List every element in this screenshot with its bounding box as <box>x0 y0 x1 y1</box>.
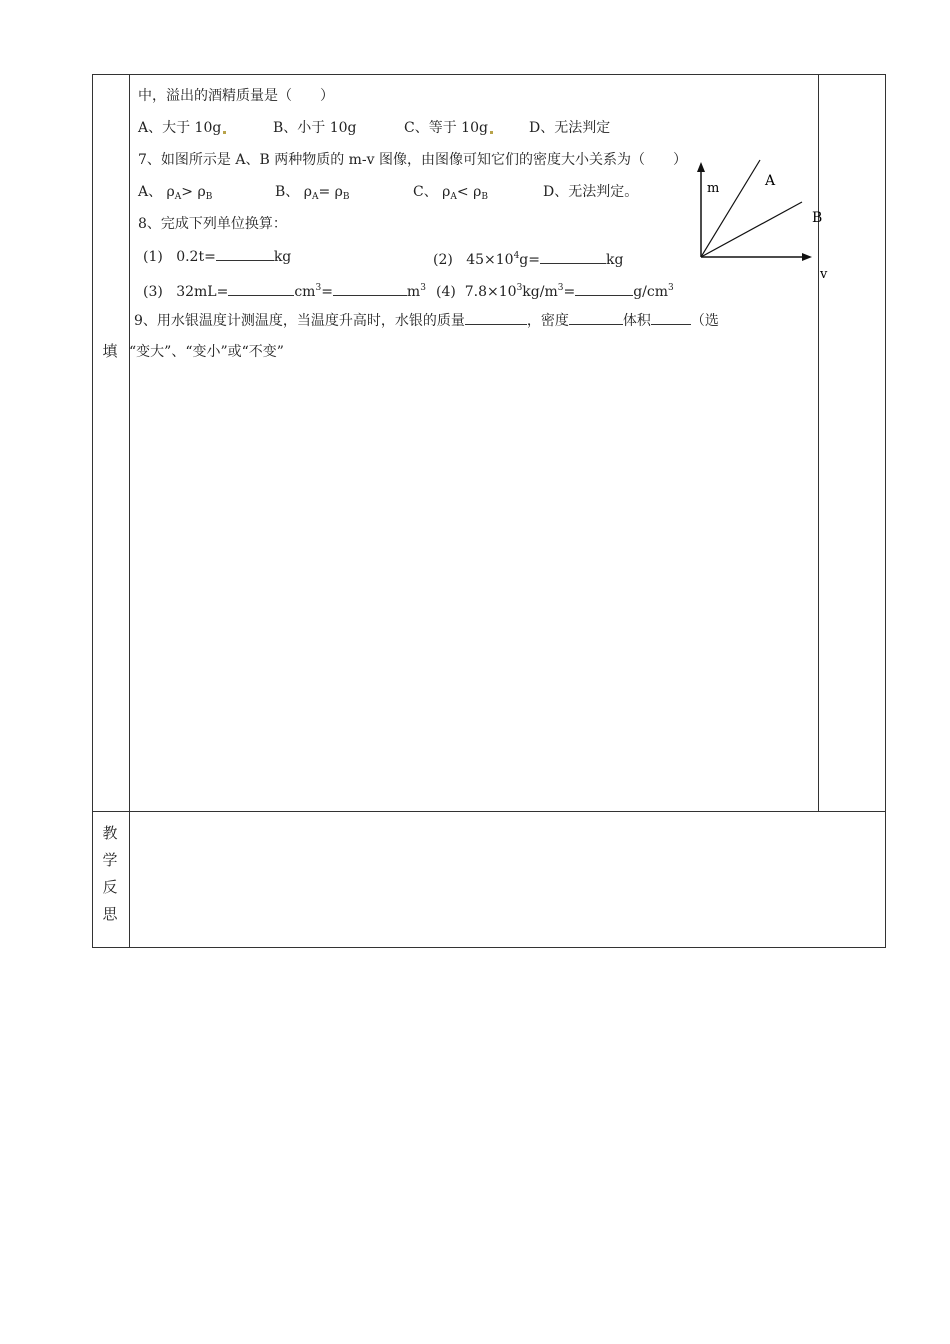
x-axis-label: v <box>820 267 828 282</box>
q8-part-4: (4) $7.8\times 10^3kg/m^3= g/cm^3$ <box>436 283 674 300</box>
q6-option-a: A、大于 10g <box>138 118 228 138</box>
reflection-label-4: 思 <box>102 905 118 923</box>
q9-question: 9、用水银温度计测温度，当温度升高时，水银的质量 ，密度 体积 （选 <box>134 310 719 331</box>
q7-option-b: B、 $\rho_A= \rho_B$ <box>275 184 350 202</box>
stray-mark <box>490 131 493 134</box>
stray-mark <box>223 131 226 134</box>
answer-blank[interactable] <box>575 281 633 296</box>
left-column-divider <box>129 74 130 948</box>
q8-part-3: (3) $32mL= cm^3= m^3$ <box>143 283 426 300</box>
q6-option-d: D、无法判定 <box>529 120 611 136</box>
reflection-label-1: 教 <box>102 824 118 842</box>
q9-choices: “变大”、“变小”或“不变” <box>129 344 284 360</box>
answer-blank[interactable] <box>540 249 606 264</box>
q6-question: 中，溢出的酒精质量是（ ） <box>138 88 334 104</box>
y-axis-label: m <box>707 181 720 196</box>
q7-question: 7、如图所示是 A、B 两种物质的 m-v 图像，由图像可知它们的密度大小关系为（ ） <box>138 152 688 168</box>
line-b-label: B <box>812 210 823 226</box>
answer-blank[interactable] <box>569 310 623 325</box>
q6-option-b: B、小于 10g <box>273 120 357 136</box>
line-a-label: A <box>765 173 776 189</box>
mv-graph <box>690 158 840 288</box>
q6-option-c: C、等于 10g <box>404 118 495 138</box>
reflection-label-2: 学 <box>102 851 118 869</box>
q8-title: 8、完成下列单位换算： <box>138 216 287 232</box>
line-a <box>701 160 760 257</box>
reflection-label-3: 反 <box>102 878 118 896</box>
q8-part-1: (1) 0.2t= kg <box>143 246 291 267</box>
answer-blank[interactable] <box>216 246 274 261</box>
q7-option-c: C、 $\rho_A< \rho_B$ <box>413 184 488 202</box>
answer-blank[interactable] <box>333 281 407 296</box>
line-b <box>701 202 802 257</box>
y-axis-arrow <box>697 162 705 172</box>
fill-label: 填 <box>102 342 118 360</box>
q7-option-d: D、无法判定。 <box>543 184 639 200</box>
q7-option-a: A、 $\rho_A> \rho_B$ <box>138 184 213 202</box>
x-axis-arrow <box>802 253 812 261</box>
answer-blank[interactable] <box>228 281 294 296</box>
answer-blank[interactable] <box>651 310 691 325</box>
reflection-row-divider <box>92 811 886 812</box>
answer-blank[interactable] <box>465 310 527 325</box>
q8-part-2: (2) $45\times 10^4g=$ kg <box>433 251 624 268</box>
